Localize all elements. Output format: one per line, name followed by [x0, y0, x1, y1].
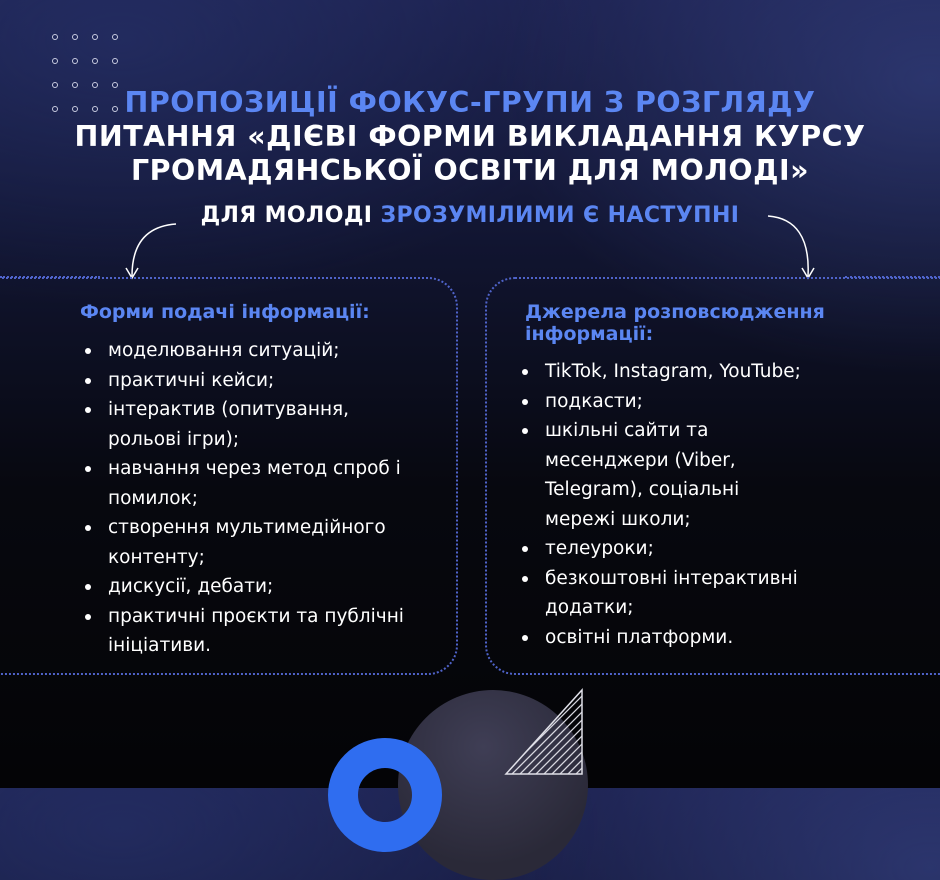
- list-item-line: контенту;: [108, 546, 205, 568]
- subtitle-part-1: ДЛЯ МОЛОДІ: [200, 203, 381, 228]
- list-item-line: телеуроки;: [545, 538, 654, 559]
- list-item: [519, 416, 919, 534]
- title-line-3: ГРОМАДЯНСЬКОЇ ОСВІТИ ДЛЯ МОЛОДІ»: [130, 154, 810, 187]
- title-line-1: ПРОПОЗИЦІЇ ФОКУС-ГРУПИ З РОЗГЛЯДУ: [124, 86, 816, 119]
- list-item: [82, 366, 462, 396]
- card-sources-heading: [525, 301, 825, 345]
- sources-list: [519, 357, 919, 652]
- list-item-line: практичні проєкти та публічні: [108, 605, 404, 627]
- list-item-line: рольові ігри);: [108, 428, 240, 450]
- list-item: [82, 454, 462, 513]
- list-item: [82, 513, 462, 572]
- list-item: [82, 336, 462, 366]
- blue-ring-decoration: [328, 738, 442, 852]
- hatched-triangle-decoration: [504, 688, 588, 776]
- list-item-line: TikTok, Instagram, YouTube;: [545, 361, 801, 382]
- card-sources-heading-line-2: інформації:: [525, 323, 654, 345]
- list-item: [82, 395, 462, 454]
- list-item-line: подкасти;: [545, 390, 643, 412]
- list-item-line: навчання через метод спроб і: [108, 458, 401, 479]
- list-item: [519, 387, 919, 417]
- forms-list: [82, 336, 462, 661]
- list-item-line: додатки;: [545, 597, 634, 618]
- title-line-2: ПИТАННЯ «ДІЄВІ ФОРМИ ВИКЛАДАННЯ КУРСУ: [74, 120, 866, 153]
- list-item-line: Telegram), соціальні: [545, 479, 740, 500]
- curved-arrow-left-icon: [118, 216, 188, 286]
- list-item-line: створення мультимедійного: [108, 517, 386, 538]
- list-item-line: практичні кейси;: [108, 369, 275, 391]
- list-item: [82, 572, 462, 602]
- list-item-line: освітні платформи.: [545, 626, 734, 648]
- card-forms-heading: Форми подачі інформації:: [80, 301, 370, 323]
- curved-arrow-right-icon: [762, 208, 832, 284]
- list-item-line: шкільні сайти та: [545, 420, 709, 441]
- list-item-line: моделювання ситуацій;: [108, 340, 340, 361]
- list-item: [519, 357, 919, 387]
- list-item-line: помилок;: [108, 487, 198, 509]
- subtitle-part-2: ЗРОЗУМІЛИМИ Є НАСТУПНІ: [380, 203, 740, 228]
- list-item-line: ініціативи.: [108, 635, 212, 656]
- list-item: [82, 602, 462, 661]
- list-item-line: мережі школи;: [545, 508, 691, 530]
- list-item: [519, 623, 919, 653]
- page-title: [0, 86, 940, 188]
- list-item-line: безкоштовні інтерактивні: [545, 567, 798, 589]
- list-item-line: інтерактив (опитування,: [108, 399, 350, 420]
- card-sources-heading-line-1: Джерела розповсюдження: [525, 301, 825, 323]
- list-item-line: месенджери (Viber,: [545, 449, 736, 471]
- list-item-line: дискусії, дебати;: [108, 576, 274, 597]
- list-item: [519, 564, 919, 623]
- list-item: [519, 534, 919, 564]
